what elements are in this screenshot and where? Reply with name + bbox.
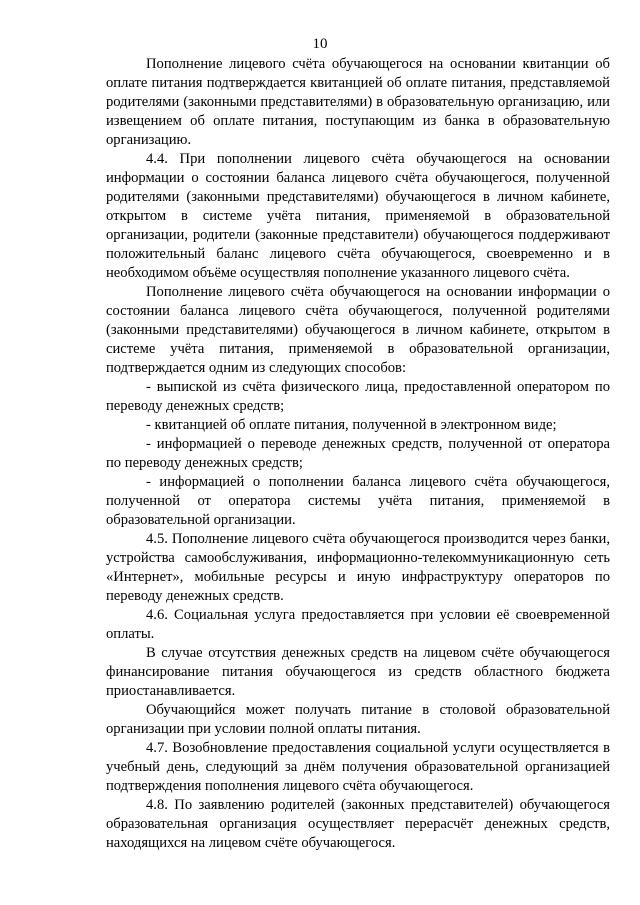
paragraph-4-6: 4.6. Социальная услуга предоставляется при условии её своевременной оплаты. — [106, 607, 610, 642]
paragraph-confirmation-methods: Пополнение лицевого счёта обучающегося на основании информации о состоянии баланса лицевого счёта обучающегося, полученной родителями (законными представителями) обучающегося в личном кабинете, открытом в системе учёта питания, применяемой в образовательной организации, подтверждается одним из следующих способов: — [106, 284, 610, 376]
paragraph-full-payment: Обучающийся может получать питание в столовой образовательной организации при условии полной оплаты питания. — [106, 702, 610, 737]
paragraph-4-7: 4.7. Возобновление предоставления социальной услуги осуществляется в учебный день, следующий за днём получения образовательной организацией подтверждения пополнения лицевого счёта обучающегося. — [106, 740, 610, 794]
list-item-balance-info: - информацией о пополнении баланса лицевого счёта обучающегося, полученной от оператора системы учёта питания, применяемой в образовательной организации. — [106, 474, 610, 528]
paragraph-4-4: 4.4. При пополнении лицевого счёта обучающегося на основании информации о состоянии баланса лицевого счёта обучающегося, полученной родителями (законными представителями) обучающегося в личном кабинете, открытом в системе учёта питания, применяемой в образовательной организации, родители (законные представители) обучающегося поддерживают положительный баланс лицевого счёта обучающегося, своевременно и в необходимом объёме осуществляя пополнение указанного лицевого счёта. — [106, 151, 610, 281]
paragraph-topup-receipt: Пополнение лицевого счёта обучающегося на основании квитанции об оплате питания подтверждается квитанцией об оплате питания, представляемой родителями (законными представителями) в образовательную организацию, или извещением об оплате питания, поступающим из банка в образовательную организацию. — [106, 56, 610, 148]
paragraph-4-8: 4.8. По заявлению родителей (законных представителей) обучающегося образовательная организация осуществляет перерасчёт денежных средств, находящихся на лицевом счёте обучающегося. — [106, 797, 610, 851]
document-body — [106, 55, 610, 853]
list-item-electronic-receipt: - квитанцией об оплате питания, полученной в электронном виде; — [146, 417, 557, 433]
list-item-bank-statement: - выпиской из счёта физического лица, предоставленной оператором по переводу денежных средств; — [106, 379, 610, 414]
list-item-transfer-info: - информацией о переводе денежных средств, полученной от оператора по переводу денежных средств; — [106, 436, 610, 471]
paragraph-4-5: 4.5. Пополнение лицевого счёта обучающегося производится через банки, устройства самообслуживания, информационно-телекоммуникационную сеть «Интернет», мобильные ресурсы и иную инфраструктуру операторов по переводу денежных средств. — [106, 531, 610, 604]
paragraph-no-funds: В случае отсутствия денежных средств на лицевом счёте обучающегося финансирование питания обучающегося из средств областного бюджета приостанавливается. — [106, 645, 610, 699]
page-number: 10 — [312, 36, 328, 52]
